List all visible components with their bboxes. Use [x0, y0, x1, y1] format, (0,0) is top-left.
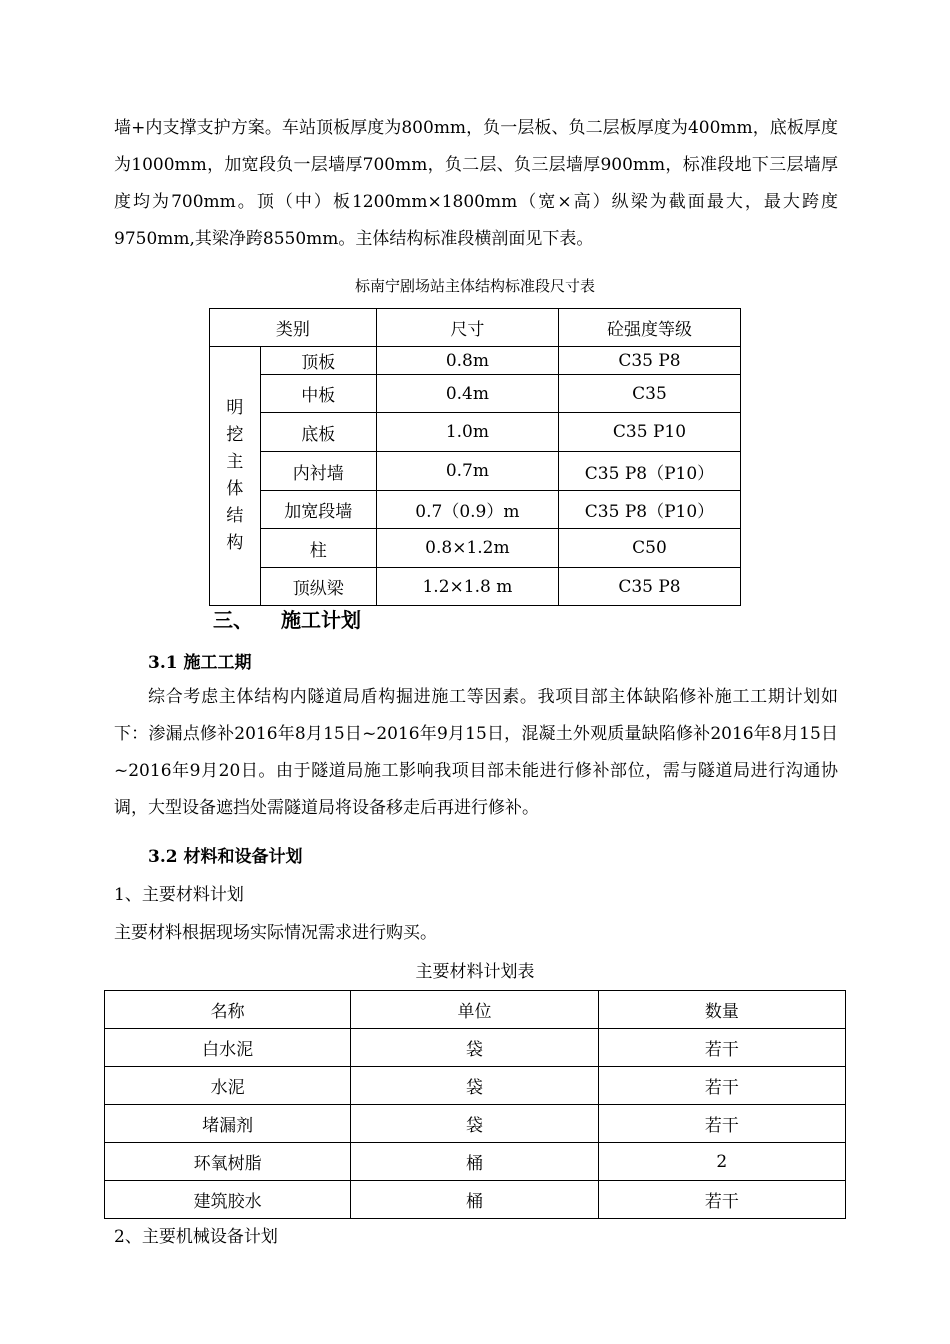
struct-row-size: 0.7（0.9）m: [376, 491, 558, 529]
struct-row-grade: C35: [558, 375, 740, 413]
material-table-header-row: [105, 991, 846, 1029]
material-unit: 桶: [351, 1181, 598, 1219]
subsection-heading-3-2: 3.2 材料和设备计划: [148, 847, 303, 867]
table-row: [210, 413, 741, 452]
table-row: [210, 568, 741, 606]
struct-row-name: 内衬墙: [260, 452, 376, 491]
material-qty: 若干: [598, 1067, 845, 1105]
material-qty: 2: [598, 1143, 845, 1181]
material-name: 堵漏剂: [105, 1105, 351, 1143]
material-plan-item: 1、主要材料计划: [114, 885, 244, 905]
material-plan-text: 主要材料根据现场实际情况需求进行购买。: [114, 923, 437, 943]
table-row: [210, 347, 741, 375]
table-row: [210, 529, 741, 568]
table-row: [210, 375, 741, 413]
struct-row-name: 底板: [260, 413, 376, 452]
struct-row-grade: C50: [558, 529, 740, 568]
material-qty: 若干: [598, 1029, 845, 1067]
struct-row-name: 柱: [260, 529, 376, 568]
struct-table: [209, 308, 741, 606]
subsection-heading-3-1: 3.1 施工工期: [148, 653, 252, 673]
material-unit: 袋: [351, 1029, 598, 1067]
material-name: 白水泥: [105, 1029, 351, 1067]
material-name: 水泥: [105, 1067, 351, 1105]
struct-group-label-char: 结: [226, 506, 244, 526]
table-row: [210, 452, 741, 491]
struct-group-label-char: 构: [226, 533, 244, 553]
material-unit: 袋: [351, 1067, 598, 1105]
table-row: [210, 491, 741, 529]
struct-row-grade: C35 P8（P10）: [558, 452, 740, 491]
struct-group-label-char: 体: [226, 479, 244, 499]
intro-paragraph: 墙+内支撑支护方案。车站顶板厚度为800mm，负一层板、负二层板厚度为400mm，底板厚度为1000mm，加宽段负一层墙厚700mm，负二层、负三层墙厚900mm，标准段地下三层墙厚度均为700mm。顶（中）板1200mm×1800mm（宽×高）纵梁为截面最大，最大跨度9750mm,其梁净跨8550mm。主体结构标准段横剖面见下表。: [114, 118, 838, 249]
struct-row-name: 加宽段墙: [260, 491, 376, 529]
struct-row-grade: C35 P8（P10）: [558, 491, 740, 529]
material-unit: 桶: [351, 1143, 598, 1181]
section-title: 施工计划: [281, 608, 361, 632]
table-row: [105, 1067, 846, 1105]
struct-row-size: 1.2×1.8 m: [376, 568, 558, 606]
material-table: [104, 990, 846, 1219]
table-row: [105, 1181, 846, 1219]
struct-row-size: 0.7m: [376, 452, 558, 491]
struct-table-caption: 标南宁剧场站主体结构标准段尺寸表: [354, 277, 595, 295]
struct-row-grade: C35 P8: [558, 568, 740, 606]
struct-group-label-char: 主: [226, 452, 244, 472]
material-qty: 若干: [598, 1181, 845, 1219]
schedule-paragraph: 综合考虑主体结构内隧道局盾构掘进施工等因素。我项目部主体缺陷修补施工工期计划如下：渗漏点修补2016年8月15日~2016年9月15日，混凝土外观质量缺陷修补2016年8月15日~2016年9月20日。由于隧道局施工影响我项目部未能进行修补部位，需与隧道局进行沟通协调，大型设备遮挡处需隧道局将设备移走后再进行修补。: [114, 687, 838, 818]
material-name: 环氧树脂: [105, 1143, 351, 1181]
material-header-unit: 单位: [351, 991, 598, 1029]
material-qty: 若干: [598, 1105, 845, 1143]
struct-row-grade: C35 P10: [558, 413, 740, 452]
table-row: [105, 1029, 846, 1067]
struct-header-grade: 砼强度等级: [558, 309, 740, 347]
section-heading: [213, 604, 361, 633]
struct-row-size: 0.8×1.2m: [376, 529, 558, 568]
equipment-plan-item: 2、主要机械设备计划: [114, 1227, 278, 1247]
table-row: [105, 1105, 846, 1143]
struct-row-name: 顶纵梁: [260, 568, 376, 606]
struct-row-size: 1.0m: [376, 413, 558, 452]
material-table-caption: 主要材料计划表: [415, 962, 535, 982]
material-unit: 袋: [351, 1105, 598, 1143]
material-name: 建筑胶水: [105, 1181, 351, 1219]
struct-group-label-char: 挖: [226, 425, 244, 445]
material-header-name: 名称: [105, 991, 351, 1029]
struct-row-grade: C35 P8: [558, 347, 740, 375]
struct-row-name: 中板: [260, 375, 376, 413]
struct-group-label-text: [210, 395, 260, 557]
struct-header-size: 尺寸: [376, 309, 558, 347]
material-header-qty: 数量: [598, 991, 845, 1029]
section-number: 三、: [213, 608, 253, 632]
struct-row-size: 0.8m: [376, 347, 558, 375]
struct-row-name: 顶板: [260, 347, 376, 375]
struct-table-header-row: [210, 309, 741, 347]
struct-group-label-char: 明: [226, 398, 244, 418]
struct-header-category: 类别: [210, 309, 377, 347]
struct-row-size: 0.4m: [376, 375, 558, 413]
struct-group-label: [210, 347, 261, 606]
table-row: [105, 1143, 846, 1181]
